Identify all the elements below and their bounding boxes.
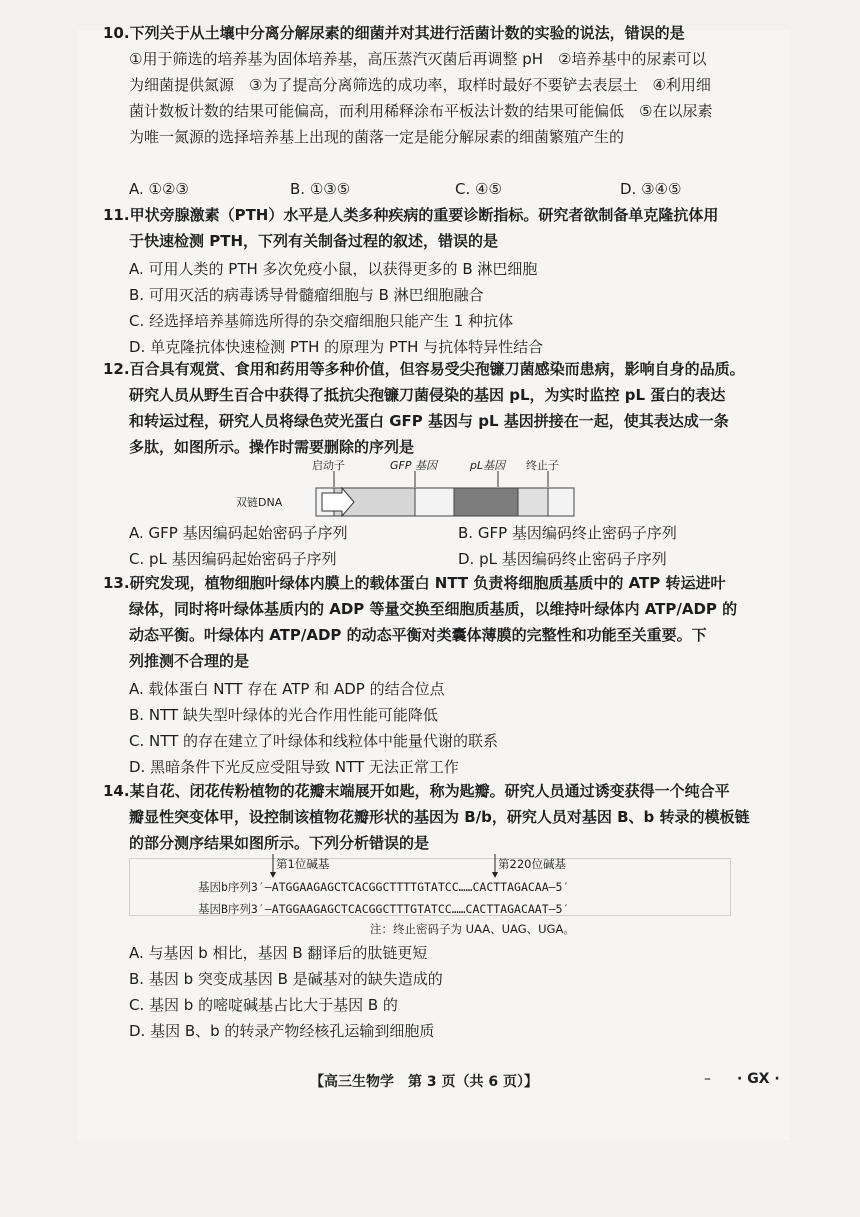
q10-number: 10. <box>103 24 130 42</box>
q14-option-a[interactable]: A. 与基因 b 相比，基因 B 翻译后的肽链更短 <box>129 944 428 962</box>
q13-line-3: 动态平衡。叶绿体内 ATP/ADP 的动态平衡对类囊体薄膜的完整性和功能至关重要。下 <box>129 626 707 644</box>
q10-stem: 下列关于从土壤中分离分解尿素的细菌并对其进行活菌计数的实验的说法，错误的是 <box>129 24 685 42</box>
q14-option-d[interactable]: D. 基因 B、b 的转录产物经核孔运输到细胞质 <box>129 1022 435 1040</box>
q13-option-c[interactable]: C. NTT 的存在建立了叶绿体和线粒体中能量代谢的联系 <box>129 732 499 750</box>
q12-stem: 百合具有观赏、食用和药用等多种价值，但容易受尖孢镰刀菌感染而患病，影响自身的品质。 <box>129 360 745 378</box>
q13-stem: 研究发现，植物细胞叶绿体内膜上的载体蛋白 NTT 负责将细胞质基质中的 ATP 转运进叶 <box>129 574 726 592</box>
q13-line-4: 列推测不合理的是 <box>129 652 250 670</box>
q10-line-4: 菌计数板计数的结果可能偏高，而利用稀释涂布平板法计数的结果可能偏低 ⑤在以尿素 <box>129 102 713 120</box>
footer-dash: – <box>704 1071 711 1087</box>
q10-line-2: ①用于筛选的培养基为固体培养基，高压蒸汽灭菌后再调整 pH ②培养基中的尿素可以 <box>129 50 707 68</box>
first-base-marker: 第1位碱基 <box>276 857 330 871</box>
q14-option-c[interactable]: C. 基因 b 的嘧啶碱基占比大于基因 B 的 <box>129 996 398 1014</box>
q11-option-b[interactable]: B. 可用灭活的病毒诱导骨髓瘤细胞与 B 淋巴细胞融合 <box>129 286 484 304</box>
q12-number: 12. <box>103 360 130 378</box>
q12-line-3: 和转运过程，研究人员将绿色荧光蛋白 GFP 基因与 pL 基因拼接在一起，使其表达成一条 <box>129 412 729 430</box>
q12-line-1 <box>103 356 745 382</box>
q13-option-b[interactable]: B. NTT 缺失型叶绿体的光合作用性能可能降低 <box>129 706 438 724</box>
q11-option-d[interactable]: D. 单克隆抗体快速检测 PTH 的原理为 PTH 与抗体特异性结合 <box>129 338 544 356</box>
q13-option-a[interactable]: A. 载体蛋白 NTT 存在 ATP 和 ADP 的结合位点 <box>129 680 445 698</box>
q14-stem: 某自花、闭花传粉植物的花瓣末端展开如匙，称为匙瓣。研究人员通过诱变获得一个纯合平 <box>129 782 730 800</box>
q12-option-c[interactable]: C. pL 基因编码起始密码子序列 <box>129 550 337 568</box>
q10-option-c[interactable]: C. ④⑤ <box>455 180 502 198</box>
pl-gene-label: pL基因 <box>470 459 506 472</box>
dna-construct-diagram <box>230 457 590 521</box>
q10-option-a[interactable]: A. ①②③ <box>129 180 189 198</box>
base-220-marker: 第220位碱基 <box>498 857 566 871</box>
q11-line-1 <box>103 202 718 228</box>
gene-b-sequence: 基因b序列3′–ATGGAAGAGCTCACGGCTTTTGTATCC……CACTTAGACAA–5′ <box>198 880 570 894</box>
q10-line-3: 为细菌提供氮源 ③为了提高分离筛选的成功率，取样时最好不要铲去表层土 ④利用细 <box>129 76 711 94</box>
q14-option-b[interactable]: B. 基因 b 突变成基因 B 是碱基对的缺失造成的 <box>129 970 443 988</box>
q10-line-5: 为唯一氮源的选择培养基上出现的菌落一定是能分解尿素的细菌繁殖产生的 <box>129 128 625 146</box>
stop-codon-note: 注：终止密码子为 UAA、UAG、UGA。 <box>370 922 575 936</box>
q11-line-2: 于快速检测 PTH，下列有关制备过程的叙述，错误的是 <box>129 232 499 250</box>
footer-code: · GX · <box>737 1071 780 1087</box>
q11-option-a[interactable]: A. 可用人类的 PTH 多次免疫小鼠，以获得更多的 B 淋巴细胞 <box>129 260 538 278</box>
dna-bar-svg <box>230 457 590 521</box>
q12-line-4: 多肽，如图所示。操作时需要删除的序列是 <box>129 438 415 456</box>
gene-B-sequence: 基因B序列3′–ATGGAAGAGCTCACGGCTTTGTATCC……CACTTAGACAAT–5′ <box>198 902 570 916</box>
q11-stem: 甲状旁腺激素（PTH）水平是人类多种疾病的重要诊断指标。研究者欲制备单克隆抗体用 <box>129 206 719 224</box>
q14-line-1 <box>103 778 730 804</box>
gfp-gene-label: GFP 基因 <box>390 459 437 472</box>
q14-line-2: 瓣显性突变体甲，设控制该植物花瓣形状的基因为 B/b，研究人员对基因 B、b 转录的模板链 <box>129 808 750 826</box>
q12-line-2: 研究人员从野生百合中获得了抵抗尖孢镰刀菌侵染的基因 pL，为实时监控 pL 蛋白的表达 <box>129 386 726 404</box>
q10-option-b[interactable]: B. ①③⑤ <box>290 180 351 198</box>
q10-line-1 <box>103 20 685 46</box>
q12-option-a[interactable]: A. GFP 基因编码起始密码子序列 <box>129 524 348 542</box>
q13-number: 13. <box>103 574 130 592</box>
q13-line-1 <box>103 570 726 596</box>
q11-option-c[interactable]: C. 经选择培养基筛选所得的杂交瘤细胞只能产生 1 种抗体 <box>129 312 514 330</box>
q11-number: 11. <box>103 206 130 224</box>
q13-line-2: 绿体，同时将叶绿体基质内的 ADP 等量交换至细胞质基质，以维持叶绿体内 ATP/ADP 的 <box>129 600 738 618</box>
double-strand-dna-label: 双链DNA <box>236 496 283 509</box>
q12-option-b[interactable]: B. GFP 基因编码终止密码子序列 <box>458 524 677 542</box>
page-footer-title: 【高三生物学 第 3 页（共 6 页）】 <box>310 1074 538 1090</box>
q14-line-3: 的部分测序结果如图所示。下列分析错误的是 <box>129 834 430 852</box>
q13-option-d[interactable]: D. 黑暗条件下光反应受阻导致 NTT 无法正常工作 <box>129 758 459 776</box>
q14-number: 14. <box>103 782 130 800</box>
q12-option-d[interactable]: D. pL 基因编码终止密码子序列 <box>458 550 667 568</box>
terminator-label: 终止子 <box>526 459 559 472</box>
q10-option-d[interactable]: D. ③④⑤ <box>620 180 682 198</box>
promoter-label: 启动子 <box>312 459 345 472</box>
